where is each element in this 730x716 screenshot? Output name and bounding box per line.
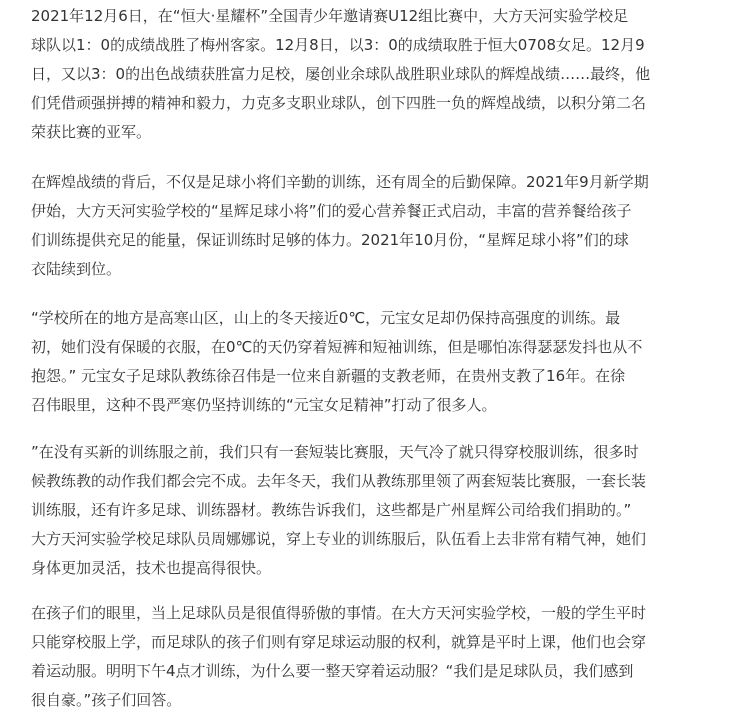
article-paragraph-1: 2021年12月6日，在“恒大·星耀杯”全国青少年邀请赛U12组比赛中，大方天河实验学校足 球队以1：0的成绩战胜了梅州客家。12月8日，以3：0的成绩取胜于恒大0708女足。12月9 日，又以3：0的出色战绩获胜富力足校，屡创业余球队战胜职业球队的辉煌战绩……最终，他 们凭借顽强拼搏的精神和毅力，力克多支职业球队，创下四胜一负的辉煌战绩，以积分第二名 荣获比赛的亚军。: [31, 7, 651, 141]
article-paragraph-2: 在辉煌战绩的背后，不仅是足球小将们辛勤的训练，还有周全的后勤保障。2021年9月新学期 伊始，大方天河实验学校的“星辉足球小将”们的爱心营养餐正式启动，丰富的营养餐给孩子 们训练提供充足的能量，保证训练时足够的体力。2021年10月份，“星辉足球小将”们的球 衣陆续到位。: [31, 173, 649, 278]
article-paragraph-3: “学校所在的地方是高寒山区，山上的冬天接近0℃，元宝女足却仍保持高强度的训练。最 初，她们没有保暖的衣服，在0℃的天仍穿着短裤和短袖训练，但是哪怕冻得瑟瑟发抖也从不 抱怨。” 元宝女子足球队教练徐召伟是一位来自新疆的支教老师，在贵州支教了16年。在徐 召伟眼里，这种不畏严寒仍坚持训练的“元宝女足精神”打动了很多人。: [31, 309, 643, 414]
article-paragraph-5: 在孩子们的眼里，当上足球队员是很值得骄傲的事情。在大方天河实验学校，一般的学生平时 只能穿校服上学，而足球队的孩子们则有穿足球运动服的权利，就算是平时上课，他们也会穿 着运动服。明明下午4点才训练，为什么要一整天穿着运动服？“我们是足球队员，我们感到 很自豪。”孩子们回答。: [31, 604, 647, 709]
article-paragraph-4: ”在没有买新的训练服之前，我们只有一套短装比赛服，天气冷了就只得穿校服训练，很多时 候教练教的动作我们都会完不成。去年冬天，我们从教练那里领了两套短装比赛服，一套长装 训练服，还有许多足球、训练器材。教练告诉我们，这些都是广州星辉公司给我们捐助的。” 大方天河实验学校足球队员周娜娜说，穿上专业的训练服后，队伍看上去非常有精气神，她们 身体更加灵活，技术也提高得很快。: [31, 443, 647, 577]
